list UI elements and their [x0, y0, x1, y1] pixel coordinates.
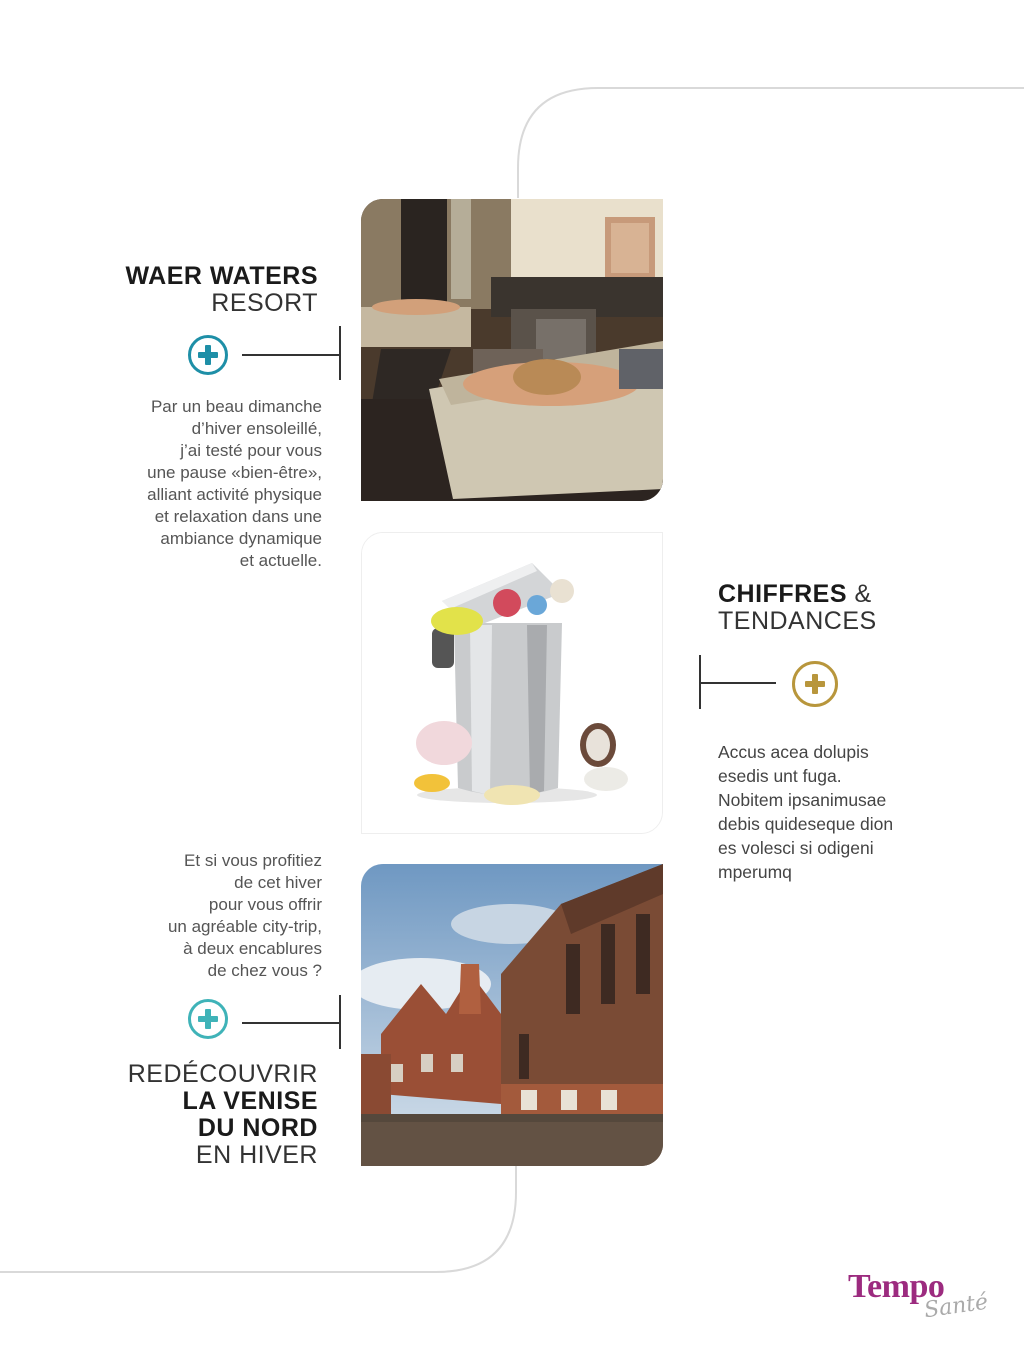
article-2-title[interactable]: [718, 581, 877, 635]
article-2-title-bold: CHIFFRES: [718, 580, 847, 608]
article-1-title-light: RESORT: [211, 289, 318, 317]
article-3-title-bold-2: DU NORD: [197, 1114, 318, 1142]
article-2-title-amp: &: [847, 580, 872, 608]
article-1-plus-icon[interactable]: [188, 335, 228, 375]
trash-can-illustration: [362, 533, 663, 834]
tempo-sante-logo[interactable]: [848, 1268, 988, 1338]
spa-photo-illustration: [361, 199, 663, 501]
article-2-photo-trash-can[interactable]: [361, 532, 663, 834]
logo-wordmark: Tempo: [848, 1268, 945, 1305]
article-1-title[interactable]: [125, 263, 318, 317]
article-3-connector-line: [242, 1022, 340, 1024]
article-3-title-bold-1: LA VENISE: [182, 1087, 318, 1115]
article-3-connector-tick: [339, 995, 341, 1049]
article-1-text: Par un beau dimanche d’hiver ensoleillé, j’ai testé pour vous une pause «bien-être», alliant activité physique et relaxation dans une ambiance dynamique et actuelle.: [147, 397, 322, 570]
article-1-connector-line: [242, 354, 340, 356]
article-3-photo-bruges[interactable]: [361, 864, 663, 1166]
bruges-photo-illustration: [361, 864, 663, 1166]
article-2-title-light: TENDANCES: [718, 607, 877, 635]
article-1-connector-tick: [339, 326, 341, 380]
article-2-connector-line: [700, 682, 776, 684]
article-3-plus-icon[interactable]: [188, 999, 228, 1039]
article-1-title-bold: WAER WATERS: [125, 262, 318, 290]
article-3-title-light-2: EN HIVER: [195, 1141, 318, 1169]
logo-script: Santé: [922, 1289, 990, 1324]
article-3-title[interactable]: [128, 1061, 318, 1169]
article-1-photo-spa[interactable]: [361, 199, 663, 501]
article-2-text: Accus acea dolupis esedis unt fuga. Nobitem ipsanimusae debis quideseque dion es volesci si odigeni mperumq: [718, 742, 894, 882]
article-3-title-light-1: REDÉCOUVRIR: [127, 1060, 318, 1088]
article-3-text: Et si vous profitiez de cet hiver pour vous offrir un agréable city-trip, à deux encablures de chez vous ?: [167, 851, 322, 980]
article-2-plus-icon[interactable]: [792, 661, 838, 707]
